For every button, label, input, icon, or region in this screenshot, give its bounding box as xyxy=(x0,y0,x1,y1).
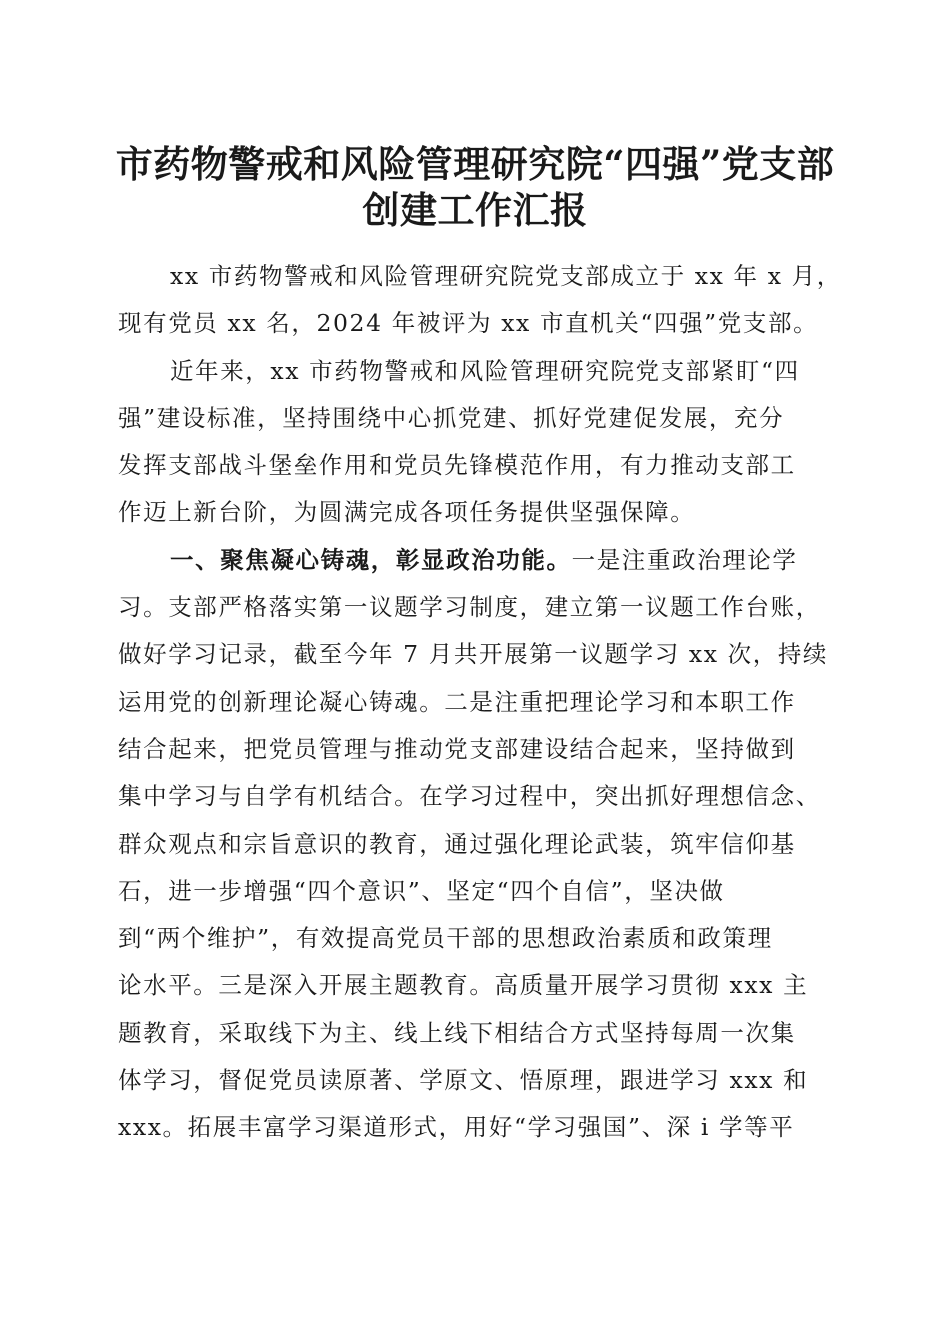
paragraph-3-line-12: 体学习，督促党员读原著、学原文、悟原理，跟进学习 xxx 和 xyxy=(118,1066,809,1095)
paragraph-3-line-2: 习。支部严格落实第一议题学习制度，建立第一议题工作台账， xyxy=(118,593,821,622)
paragraph-3-line-1 xyxy=(118,537,838,584)
paragraph-1-line-2: 现有党员 xx 名，2024 年被评为 xx 市直机关“四强”党支部。 xyxy=(118,309,819,338)
paragraph-3-line-10: 论水平。三是深入开展主题教育。高质量开展学习贯彻 xxx 主 xyxy=(118,971,809,1000)
paragraph-3-line-11: 题教育，采取线下为主、线上线下相结合方式坚持每周一次集 xyxy=(118,1018,796,1047)
paragraph-2-line-1: 近年来，xx 市药物警戒和风险管理研究院党支部紧盯“四 xyxy=(170,356,800,385)
paragraph-3-line-8: 石，进一步增强“四个意识”、坚定“四个自信”，坚决做 xyxy=(118,876,725,905)
paragraph-2-line-2: 强”建设标准，坚持围绕中心抓党建、抓好党建促发展，充分 xyxy=(118,403,785,432)
paragraph-2-line-4: 作迈上新台阶，为圆满完成各项任务提供坚强保障。 xyxy=(118,498,696,527)
paragraph-1-line-1: xx 市药物警戒和风险管理研究院党支部成立于 xx 年 x 月， xyxy=(170,262,842,290)
paragraph-3-line-7: 群众观点和宗旨意识的教育，通过强化理论武装，筑牢信仰基 xyxy=(118,829,796,858)
document-title-line-1: 市药物警戒和风险管理研究院“四强”党支部 xyxy=(115,142,835,186)
document-title-line-2: 创建工作汇报 xyxy=(362,188,588,232)
document-body xyxy=(118,253,842,1152)
section-heading: 一、聚焦凝心铸魂，彰显政治功能。 xyxy=(170,545,572,574)
paragraph-2-line-3: 发挥支部战斗堡垒作用和党员先锋模范作用，有力推动支部工 xyxy=(118,451,796,480)
paragraph-3-line-6: 集中学习与自学有机结合。在学习过程中，突出抓好理想信念、 xyxy=(118,782,821,811)
paragraph-3-line-1-rest: 一是注重政治理论学 xyxy=(571,545,798,574)
paragraph-3-line-9: 到“两个维护”，有效提高党员干部的思想政治素质和政策理 xyxy=(118,924,773,953)
paragraph-3-line-3: 做好学习记录，截至今年 7 月共开展第一议题学习 xx 次，持续 xyxy=(118,640,829,669)
paragraph-3-line-13: xxx。拓展丰富学习渠道形式，用好“学习强国”、深 i 学等平 xyxy=(118,1113,795,1142)
paragraph-3-line-5: 结合起来，把党员管理与推动党支部建设结合起来，坚持做到 xyxy=(118,734,796,763)
paragraph-3-line-4: 运用党的创新理论凝心铸魂。二是注重把理论学习和本职工作 xyxy=(118,687,796,716)
